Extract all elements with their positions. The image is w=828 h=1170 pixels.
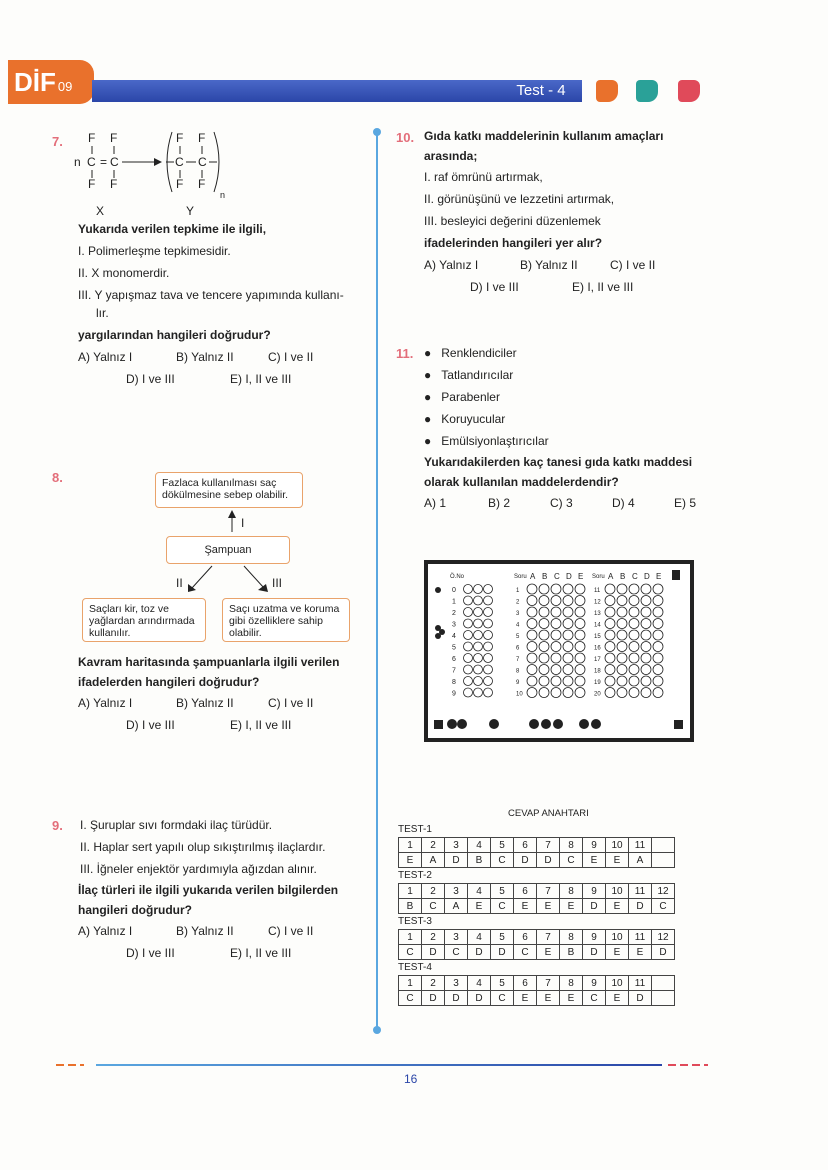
key-answer-cell: E bbox=[606, 945, 629, 960]
key-answer-cell: B bbox=[468, 853, 491, 868]
concept-box-left: Saçları kir, toz ve yağlardan arındırmada kullanılır. bbox=[82, 598, 206, 642]
q7-item: II. X monomerdir. bbox=[78, 266, 170, 280]
answer-key-table bbox=[398, 975, 675, 1006]
q7-item: III. Y yapışmaz tava ve tencere yapımında kullanı- bbox=[78, 288, 344, 302]
option[interactable]: D) 4 bbox=[612, 496, 635, 510]
form-letter-label: B bbox=[542, 572, 548, 581]
form-question-number: 4 bbox=[516, 622, 520, 629]
key-number-cell: 5 bbox=[491, 838, 514, 853]
form-letter-label: D bbox=[566, 572, 572, 581]
svg-text:n: n bbox=[74, 155, 81, 169]
form-letter-label: E bbox=[578, 572, 584, 581]
form-row-number: 7 bbox=[452, 667, 456, 675]
key-answer-cell: B bbox=[560, 945, 583, 960]
orange-shape-icon bbox=[596, 80, 618, 102]
q10-item: I. raf ömrünü artırmak, bbox=[424, 170, 543, 184]
key-answer-cell: D bbox=[583, 945, 606, 960]
concept-box-top: Fazlaca kullanılması saç dökülmesine sebep olabilir. bbox=[155, 472, 303, 508]
key-answer-cell: A bbox=[422, 853, 445, 868]
bullet-icon: ● bbox=[424, 434, 432, 448]
form-question-number: 14 bbox=[594, 622, 601, 629]
q9-item: II. Haplar sert yapılı olup sıkıştırılmış ilaçlardır. bbox=[80, 840, 326, 854]
svg-text:C: C bbox=[175, 155, 184, 169]
option[interactable]: C) I ve II bbox=[268, 350, 314, 364]
option[interactable]: D) I ve III bbox=[126, 372, 175, 386]
form-letter-label: A bbox=[608, 572, 614, 581]
form-corner-mark bbox=[672, 570, 680, 580]
key-number-cell: 2 bbox=[422, 838, 445, 853]
form-row-number: 0 bbox=[452, 587, 456, 594]
bullet-icon: ● bbox=[424, 346, 432, 360]
key-number-cell bbox=[652, 838, 675, 853]
q11-question: Yukarıdakilerden kaç tanesi gıda katkı maddesi olarak kullanılan maddelerdendir? bbox=[424, 455, 693, 489]
key-number-cell: 3 bbox=[445, 976, 468, 991]
option[interactable]: C) I ve II bbox=[268, 696, 314, 710]
key-answer-cell: D bbox=[629, 991, 652, 1006]
key-number-cell: 4 bbox=[468, 976, 491, 991]
key-number-cell: 1 bbox=[399, 884, 422, 899]
form-letter-label: D bbox=[644, 572, 650, 581]
footer-dash bbox=[668, 1064, 708, 1066]
option[interactable]: B) Yalnız II bbox=[520, 258, 578, 272]
key-number-cell: 5 bbox=[491, 976, 514, 991]
key-answer-cell: D bbox=[514, 853, 537, 868]
key-answer-cell: C bbox=[514, 945, 537, 960]
svg-text:C: C bbox=[198, 155, 207, 169]
q10-item: III. besleyici değerini düzenlemek bbox=[424, 214, 601, 228]
form-row-number: 5 bbox=[452, 644, 456, 652]
svg-text:F: F bbox=[198, 131, 206, 145]
concept-center: Şampuan bbox=[166, 536, 290, 564]
key-number-cell: 6 bbox=[514, 884, 537, 899]
option[interactable]: A) Yalnız I bbox=[78, 924, 133, 938]
form-question-number: 13 bbox=[594, 611, 601, 617]
key-number-cell: 12 bbox=[652, 930, 675, 945]
form-dot bbox=[435, 633, 441, 639]
key-answer-cell: E bbox=[399, 853, 422, 868]
key-answer-cell: E bbox=[514, 991, 537, 1006]
svg-text:C: C bbox=[87, 155, 96, 169]
question-number: 11. bbox=[396, 346, 414, 361]
key-number-cell: 9 bbox=[583, 884, 606, 899]
form-timing-mark bbox=[457, 719, 467, 729]
svg-text:F: F bbox=[198, 177, 206, 191]
form-question-number: 18 bbox=[594, 668, 601, 675]
footer-line bbox=[96, 1064, 662, 1066]
answer-key-test-label: TEST-4 bbox=[398, 962, 432, 973]
form-row-number: 6 bbox=[452, 656, 456, 663]
key-number-cell: 8 bbox=[560, 884, 583, 899]
form-row-number: 9 bbox=[452, 690, 456, 698]
key-answer-cell: C bbox=[652, 899, 675, 914]
key-answer-cell: D bbox=[445, 991, 468, 1006]
key-number-cell: 2 bbox=[422, 930, 445, 945]
key-number-cell: 7 bbox=[537, 930, 560, 945]
key-number-cell: 1 bbox=[399, 976, 422, 991]
key-answer-cell: E bbox=[583, 853, 606, 868]
key-number-cell: 8 bbox=[560, 976, 583, 991]
q10-stem: Gıda katkı maddelerinin kullanım amaçları arasında; bbox=[424, 129, 664, 163]
answer-key-table bbox=[398, 929, 675, 960]
form-row-number: 8 bbox=[452, 679, 456, 686]
key-answer-cell: E bbox=[537, 945, 560, 960]
key-number-cell: 11 bbox=[629, 884, 652, 899]
key-answer-cell: B bbox=[399, 899, 422, 914]
key-answer-cell bbox=[652, 853, 675, 868]
svg-text:F: F bbox=[110, 131, 118, 145]
key-number-cell: 1 bbox=[399, 838, 422, 853]
key-number-cell: 11 bbox=[629, 930, 652, 945]
form-question-number: 5 bbox=[516, 634, 520, 640]
form-header-label: Ö.No bbox=[450, 574, 465, 580]
form-question-number: 16 bbox=[594, 645, 601, 652]
key-answer-cell: D bbox=[468, 945, 491, 960]
form-question-number: 3 bbox=[516, 611, 520, 617]
label-y: Y bbox=[186, 204, 195, 218]
option[interactable]: E) I, II ve III bbox=[230, 718, 292, 732]
form-question-number: 8 bbox=[516, 668, 520, 675]
key-answer-cell: E bbox=[560, 991, 583, 1006]
key-answer-cell: D bbox=[468, 991, 491, 1006]
teal-shape-icon bbox=[636, 80, 658, 102]
key-number-cell: 7 bbox=[537, 976, 560, 991]
form-dot bbox=[435, 587, 441, 593]
question-number: 8. bbox=[52, 470, 63, 485]
key-answer-cell: A bbox=[445, 899, 468, 914]
q7-item: I. Polimerleşme tepkimesidir. bbox=[78, 244, 231, 258]
key-number-cell: 11 bbox=[629, 838, 652, 853]
key-answer-cell: E bbox=[514, 899, 537, 914]
option[interactable]: B) 2 bbox=[488, 496, 511, 510]
divider-dot bbox=[373, 1026, 381, 1034]
key-answer-cell: C bbox=[445, 945, 468, 960]
key-number-cell: 10 bbox=[606, 930, 629, 945]
option[interactable]: B) Yalnız II bbox=[176, 696, 234, 710]
form-corner-mark bbox=[434, 720, 443, 729]
bullet-icon: ● bbox=[424, 412, 432, 426]
key-number-cell: 4 bbox=[468, 930, 491, 945]
form-timing-mark bbox=[447, 719, 457, 729]
bullet-icon: ● bbox=[424, 368, 432, 382]
answer-key-test-label: TEST-1 bbox=[398, 824, 432, 835]
form-question-number: 7 bbox=[516, 657, 520, 663]
q7-item: lır. bbox=[96, 306, 109, 320]
optical-answer-form bbox=[424, 560, 694, 742]
key-answer-cell: D bbox=[629, 899, 652, 914]
key-number-cell: 5 bbox=[491, 930, 514, 945]
form-header-label: Soru bbox=[514, 574, 527, 580]
svg-text:F: F bbox=[110, 177, 118, 191]
svg-text:F: F bbox=[88, 131, 96, 145]
footer-dash bbox=[56, 1064, 84, 1066]
bullet-item: ● Tatlandırıcılar bbox=[424, 368, 514, 382]
q7-stem: Yukarıda verilen tepkime ile ilgili, bbox=[78, 222, 267, 236]
answer-key-test-label: TEST-3 bbox=[398, 916, 432, 927]
q7-question: yargılarından hangileri doğrudur? bbox=[78, 328, 271, 342]
option[interactable]: B) Yalnız II bbox=[176, 350, 234, 364]
form-border bbox=[426, 562, 692, 740]
label-x: X bbox=[96, 204, 105, 218]
key-answer-cell: E bbox=[537, 991, 560, 1006]
test-label: Test - 4 bbox=[516, 82, 566, 99]
key-number-cell: 10 bbox=[606, 976, 629, 991]
option[interactable]: D) I ve III bbox=[126, 718, 175, 732]
option[interactable]: A) Yalnız I bbox=[78, 696, 133, 710]
option[interactable]: E) 5 bbox=[674, 496, 697, 510]
answer-key bbox=[398, 822, 708, 1006]
svg-text:=: = bbox=[100, 155, 108, 169]
form-corner-mark bbox=[674, 720, 683, 729]
form-question-number: 10 bbox=[516, 691, 523, 698]
key-answer-cell: D bbox=[537, 853, 560, 868]
arrow-label: III bbox=[272, 576, 283, 590]
option[interactable]: C) I ve II bbox=[610, 258, 656, 272]
key-answer-cell: D bbox=[652, 945, 675, 960]
key-number-cell: 5 bbox=[491, 884, 514, 899]
key-number-cell: 3 bbox=[445, 884, 468, 899]
option[interactable]: A) Yalnız I bbox=[78, 350, 133, 364]
form-question-number: 11 bbox=[594, 588, 601, 594]
option[interactable]: B) Yalnız II bbox=[176, 924, 234, 938]
key-answer-cell: E bbox=[606, 899, 629, 914]
key-number-cell: 2 bbox=[422, 976, 445, 991]
key-number-cell: 4 bbox=[468, 884, 491, 899]
key-number-cell: 9 bbox=[583, 976, 606, 991]
form-row-number: 2 bbox=[452, 610, 456, 617]
form-timing-mark bbox=[553, 719, 563, 729]
key-number-cell: 2 bbox=[422, 884, 445, 899]
option[interactable]: E) I, II ve III bbox=[230, 372, 292, 386]
key-answer-cell: C bbox=[491, 991, 514, 1006]
form-question-number: 15 bbox=[594, 634, 601, 640]
svg-text:F: F bbox=[88, 177, 96, 191]
key-answer-cell: D bbox=[422, 991, 445, 1006]
question-number: 9. bbox=[52, 818, 63, 833]
form-row-number: 1 bbox=[452, 598, 456, 606]
concept-box-right: Saçı uzatma ve koruma gibi özelliklere sahip olabilir. bbox=[222, 598, 350, 642]
option[interactable]: A) Yalnız I bbox=[424, 258, 479, 272]
key-number-cell: 3 bbox=[445, 838, 468, 853]
key-answer-cell: C bbox=[583, 991, 606, 1006]
key-number-cell: 10 bbox=[606, 838, 629, 853]
q10-item: II. görünüşünü ve lezzetini artırmak, bbox=[424, 192, 615, 206]
form-timing-mark bbox=[541, 719, 551, 729]
bullet-item: ● Parabenler bbox=[424, 390, 500, 404]
key-answer-cell: C bbox=[422, 899, 445, 914]
bullet-item: ● Renklendiciler bbox=[424, 346, 517, 360]
key-number-cell: 4 bbox=[468, 838, 491, 853]
key-answer-cell: C bbox=[491, 899, 514, 914]
bullet-icon: ● bbox=[424, 390, 432, 404]
svg-text:F: F bbox=[176, 177, 184, 191]
key-answer-cell: D bbox=[445, 853, 468, 868]
answer-key-title: CEVAP ANAHTARI bbox=[508, 808, 589, 819]
form-question-number: 2 bbox=[516, 599, 520, 606]
form-letter-label: B bbox=[620, 572, 626, 581]
form-letter-label: E bbox=[656, 572, 662, 581]
form-question-number: 6 bbox=[516, 645, 520, 652]
key-answer-cell: E bbox=[629, 945, 652, 960]
form-letter-label: A bbox=[530, 572, 536, 581]
form-question-number: 19 bbox=[594, 680, 601, 686]
key-answer-cell: E bbox=[537, 899, 560, 914]
red-shape-icon bbox=[678, 80, 700, 102]
key-number-cell: 8 bbox=[560, 838, 583, 853]
form-letter-label: C bbox=[554, 572, 560, 581]
key-answer-cell: A bbox=[629, 853, 652, 868]
bullet-item: ● Koruyucular bbox=[424, 412, 506, 426]
key-number-cell bbox=[652, 976, 675, 991]
option[interactable]: A) 1 bbox=[424, 496, 447, 510]
form-timing-mark bbox=[591, 719, 601, 729]
q9-item: I. Şuruplar sıvı formdaki ilaç türüdür. bbox=[80, 818, 273, 832]
answer-key-table bbox=[398, 837, 675, 868]
form-question-number: 20 bbox=[594, 691, 601, 698]
form-timing-mark bbox=[579, 719, 589, 729]
key-number-cell: 11 bbox=[629, 976, 652, 991]
answer-key-table bbox=[398, 883, 675, 914]
option[interactable]: D) I ve III bbox=[470, 280, 519, 294]
svg-text:C: C bbox=[110, 155, 119, 169]
bullet-item: ● Emülsiyonlaştırıcılar bbox=[424, 434, 549, 448]
arrow-label: II bbox=[176, 576, 183, 590]
form-question-number: 12 bbox=[594, 599, 601, 606]
answer-key-test-label: TEST-2 bbox=[398, 870, 432, 881]
svg-text:F: F bbox=[176, 131, 184, 145]
svg-text:n: n bbox=[220, 190, 226, 200]
key-answer-cell: E bbox=[606, 853, 629, 868]
key-answer-cell: D bbox=[583, 899, 606, 914]
question-number: 10. bbox=[396, 130, 415, 145]
form-letter-label: C bbox=[632, 572, 638, 581]
key-number-cell: 6 bbox=[514, 930, 537, 945]
q9-question: İlaç türleri ile ilgili yukarıda verilen bilgilerden hangileri doğrudur? bbox=[78, 883, 339, 917]
key-answer-cell: C bbox=[560, 853, 583, 868]
key-number-cell: 9 bbox=[583, 838, 606, 853]
key-answer-cell: C bbox=[491, 853, 514, 868]
key-number-cell: 3 bbox=[445, 930, 468, 945]
key-answer-cell: C bbox=[399, 945, 422, 960]
key-number-cell: 6 bbox=[514, 838, 537, 853]
option[interactable]: C) 3 bbox=[550, 496, 573, 510]
q9-item: III. İğneler enjektör yardımıyla ağızdan alınır. bbox=[80, 862, 317, 876]
key-answer-cell: E bbox=[606, 991, 629, 1006]
column-divider bbox=[376, 132, 378, 1032]
key-answer-cell: C bbox=[399, 991, 422, 1006]
arrow-label: I bbox=[241, 516, 245, 530]
q10-question: ifadelerinden hangileri yer alır? bbox=[424, 236, 603, 250]
key-answer-cell: E bbox=[560, 899, 583, 914]
key-answer-cell: D bbox=[491, 945, 514, 960]
q8-question: Kavram haritasında şampuanlarla ilgili verilen ifadelerden hangileri doğrudur? bbox=[78, 655, 340, 689]
form-question-number: 1 bbox=[516, 588, 520, 594]
form-timing-mark bbox=[529, 719, 539, 729]
key-number-cell: 6 bbox=[514, 976, 537, 991]
divider-dot bbox=[373, 128, 381, 136]
key-answer-cell: D bbox=[422, 945, 445, 960]
key-number-cell: 7 bbox=[537, 884, 560, 899]
key-answer-cell: E bbox=[468, 899, 491, 914]
option[interactable]: C) I ve II bbox=[268, 924, 314, 938]
key-number-cell: 10 bbox=[606, 884, 629, 899]
form-row-number: 4 bbox=[452, 633, 456, 640]
key-number-cell: 12 bbox=[652, 884, 675, 899]
form-question-number: 17 bbox=[594, 657, 601, 663]
key-number-cell: 7 bbox=[537, 838, 560, 853]
option[interactable]: E) I, II ve III bbox=[572, 280, 634, 294]
key-number-cell: 9 bbox=[583, 930, 606, 945]
form-timing-mark bbox=[489, 719, 499, 729]
option[interactable]: E) I, II ve III bbox=[230, 946, 292, 960]
page-number: 16 bbox=[404, 1072, 418, 1086]
question-number: 7. bbox=[52, 134, 63, 149]
form-header-label: Soru bbox=[592, 574, 605, 580]
key-number-cell: 8 bbox=[560, 930, 583, 945]
brand-logo: DİF 09 bbox=[8, 60, 94, 104]
key-number-cell: 1 bbox=[399, 930, 422, 945]
form-row-number: 3 bbox=[452, 621, 456, 629]
option[interactable]: D) I ve III bbox=[126, 946, 175, 960]
key-answer-cell bbox=[652, 991, 675, 1006]
form-question-number: 9 bbox=[516, 680, 520, 686]
